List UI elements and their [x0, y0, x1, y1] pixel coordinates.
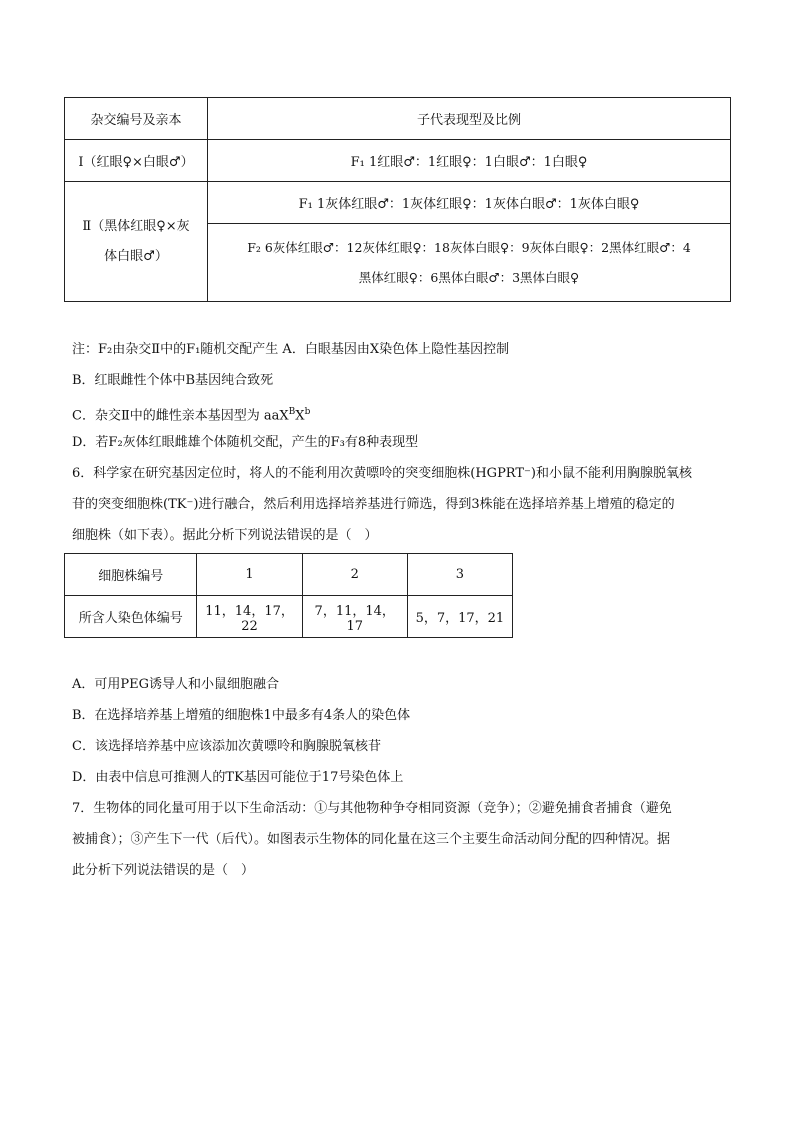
- cell-line-table: [64, 553, 513, 638]
- q5-c-sup2: b: [304, 407, 311, 417]
- cross-results-table: [64, 97, 731, 302]
- q5-option-d: D．若F₂灰体红眼雌雄个体随机交配，产生的F₃有8种表现型: [72, 435, 419, 450]
- header-cross: 杂交编号及亲本: [65, 98, 208, 140]
- chromosomes-header: 所含人染色体编号: [65, 596, 197, 638]
- q6-option-d: D．由表中信息可推测人的TK基因可能位于17号染色体上: [72, 770, 404, 785]
- cross-2-line1: Ⅱ（黑体红眼♀×灰: [82, 218, 190, 234]
- q6-option-a: A．可用PEG诱导人和小鼠细胞融合: [72, 677, 280, 692]
- cell-line-3: 3: [407, 554, 512, 596]
- cross-2-f1: F₁ 1灰体红眼♂：1灰体红眼♀：1灰体白眼♂：1灰体白眼♀: [208, 182, 731, 224]
- note: 注：F₂由杂交Ⅱ中的F₁随机交配产生 A．白眼基因由X染色体上隐性基因控制: [72, 342, 510, 357]
- q7-stem-line2: 被捕食）；③产生下一代（后代）。如图表示生物体的同化量在这三个主要生命活动间分配的四种情况。据: [72, 832, 671, 847]
- q6-stem-line1: 6．科学家在研究基因定位时，将人的不能利用次黄嘌呤的突变细胞株(HGPRT⁻)和小鼠不能利用胸腺脱氧核: [72, 466, 692, 481]
- header-offspring: 子代表现型及比例: [208, 98, 731, 140]
- cross-1: Ⅰ（红眼♀×白眼♂）: [65, 140, 208, 182]
- cross-2-f2: [208, 224, 731, 302]
- cross-2: [65, 182, 208, 302]
- q6-option-c: C．该选择培养基中应该添加次黄嘌呤和胸腺脱氧核苷: [72, 739, 381, 754]
- q5-c-sup1: B: [288, 407, 296, 417]
- q5-option-c: [72, 403, 310, 425]
- cell-line-2: 2: [302, 554, 407, 596]
- q7-stem-line1: 7．生物体的同化量可用于以下生命活动：①与其他物种争夺相同资源（竞争）；②避免捕食者捕食（避免: [72, 801, 672, 816]
- chromosomes-1: 11，14，17，22: [197, 596, 302, 638]
- chromosomes-3: 5，7，17，21: [407, 596, 512, 638]
- q5-c-prefix: C．杂交Ⅱ中的雌性亲本基因型为 aaX: [72, 408, 289, 424]
- cell-line-1: 1: [197, 554, 302, 596]
- q7-stem-line3: 此分析下列说法错误的是（ ）: [72, 863, 255, 878]
- chromosomes-2: 7，11，14，17: [302, 596, 407, 638]
- q6-stem-line2: 苷的突变细胞株(TK⁻)进行融合，然后利用选择培养基进行筛选，得到3株能在选择培养基上增殖的稳定的: [72, 497, 675, 512]
- cell-line-header: 细胞株编号: [65, 554, 197, 596]
- q5-c-mid: X: [295, 408, 305, 424]
- q6-stem-line3: 细胞株（如下表）。据此分析下列说法错误的是（ ）: [72, 528, 378, 543]
- cross-2-line2: 体白眼♂）: [104, 248, 168, 264]
- q6-option-b: B．在选择培养基上增殖的细胞株1中最多有4条人的染色体: [72, 708, 411, 723]
- cross-2-f2-line1: F₂ 6灰体红眼♂：12灰体红眼♀：18灰体白眼♀：9灰体白眼♀：2黑体红眼♂：4: [247, 239, 691, 255]
- cross-2-f2-line2: 黑体红眼♀：6黑体白眼♂：3黑体白眼♀: [358, 269, 580, 285]
- cross-1-f1: F₁ 1红眼♂：1红眼♀：1白眼♂：1白眼♀: [208, 140, 731, 182]
- q5-option-b: B．红眼雌性个体中B基因纯合致死: [72, 373, 274, 388]
